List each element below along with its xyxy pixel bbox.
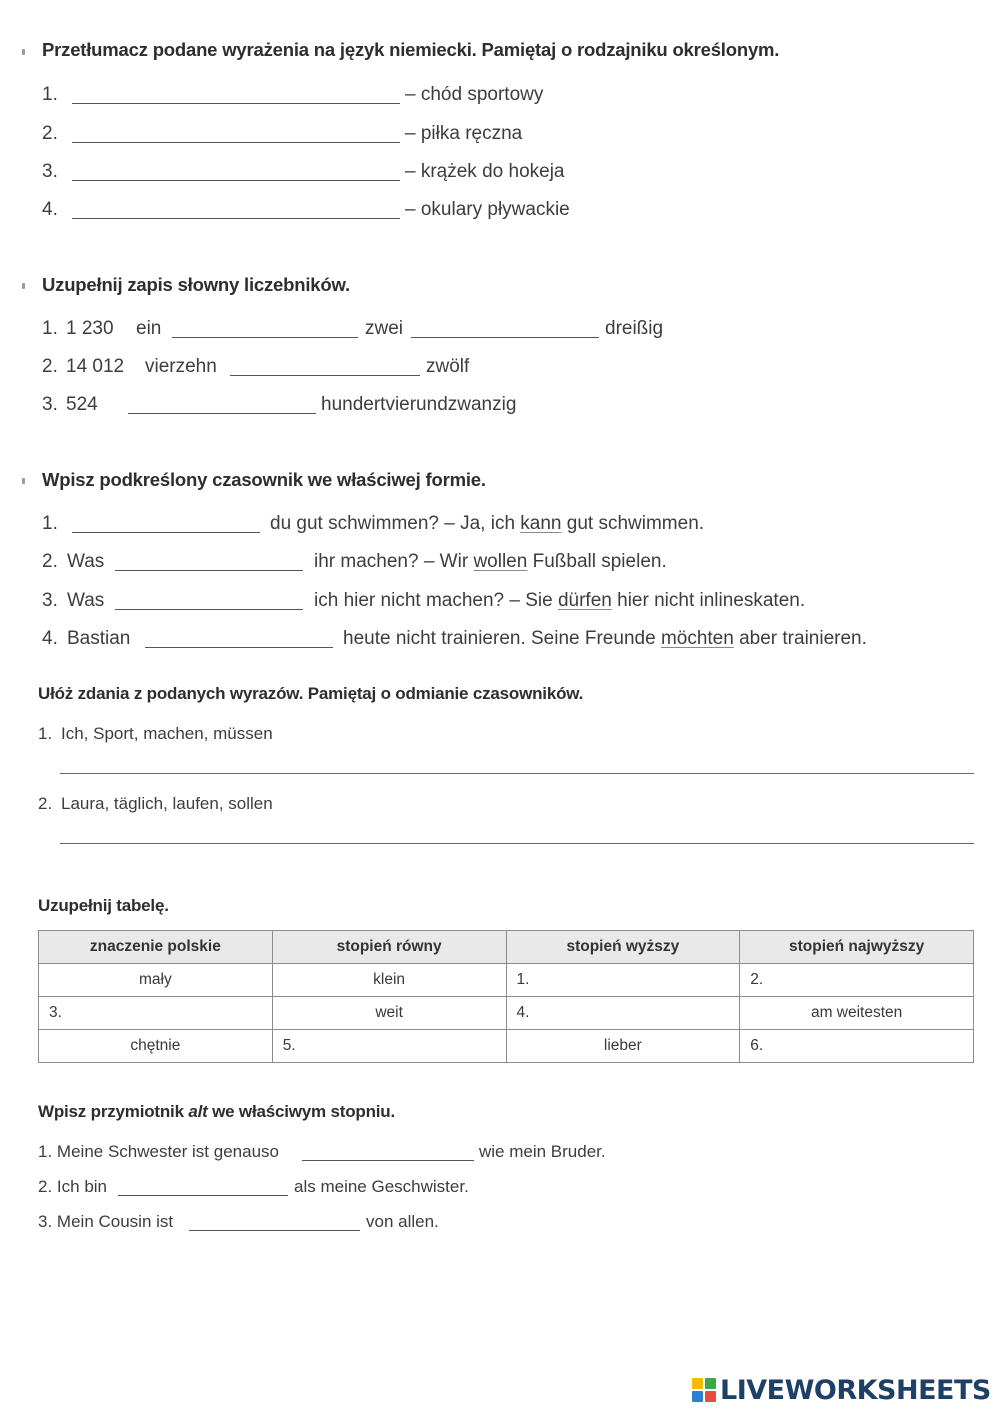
- number-word: vierzehn: [145, 356, 217, 377]
- word-list: Ich, Sport, machen, müssen: [61, 724, 273, 743]
- comparison-table: [38, 930, 974, 1063]
- sentence-part: ich hier nicht machen? – Sie: [314, 590, 558, 611]
- answer-field-2-1b[interactable]: [411, 314, 599, 338]
- answer-field-3-1[interactable]: [72, 509, 260, 533]
- table-header-row: [39, 931, 974, 964]
- liveworksheets-logo: [692, 1375, 991, 1405]
- section1-title: Przetłumacz podane wyrażenia na język niemiecki. Pamiętaj o rodzajniku określonym.: [42, 39, 780, 60]
- item-number: 4.: [42, 199, 58, 220]
- section2-item-3: [42, 394, 742, 420]
- sentence-lead: Was: [67, 590, 105, 611]
- table-row: [39, 997, 974, 1030]
- item-number: 2.: [42, 356, 58, 377]
- table-answer-cell[interactable]: 3.: [39, 997, 273, 1030]
- section5-title: Uzupełnij tabelę.: [38, 896, 169, 915]
- logo-square: [705, 1378, 716, 1389]
- underlined-verb: möchten: [660, 628, 734, 649]
- section-bullet: [22, 49, 25, 55]
- answer-field-1-4[interactable]: [72, 195, 400, 219]
- sentence-text: [270, 513, 704, 535]
- logo-square: [692, 1378, 703, 1389]
- item-number: 3.: [38, 1212, 53, 1231]
- sentence-text: [314, 590, 805, 612]
- table-header: stopień wyższy: [506, 931, 740, 964]
- item-number: 2.: [38, 1177, 53, 1196]
- given-number: 1 230: [66, 318, 114, 339]
- table-answer-cell[interactable]: 1.: [506, 964, 740, 997]
- table-cell: mały: [39, 964, 273, 997]
- section4-item-1: [38, 724, 638, 746]
- table-row: [39, 964, 974, 997]
- section4-title: Ułóż zdania z podanych wyrazów. Pamiętaj o odmianie czasowników.: [38, 684, 584, 703]
- section3-title: Wpisz podkreślony czasownik we właściwej formie.: [42, 469, 486, 490]
- section-bullet: [22, 478, 25, 484]
- table-header: stopień najwyższy: [740, 931, 974, 964]
- logo-text: LIVEWORKSHEETS: [720, 1374, 991, 1406]
- sentence-lead: Was: [67, 551, 105, 572]
- item-number: 3.: [42, 161, 58, 182]
- word-list: Laura, täglich, laufen, sollen: [61, 794, 273, 813]
- title-part: we właściwym stopniu.: [207, 1102, 395, 1121]
- section3-item-4: [42, 628, 982, 654]
- sentence-before: [38, 1142, 279, 1162]
- table-answer-cell[interactable]: 2.: [740, 964, 974, 997]
- answer-field-1-2[interactable]: [72, 119, 400, 143]
- section6-item-3: [38, 1212, 738, 1234]
- item-number: 3.: [42, 394, 58, 415]
- item-number: 2.: [38, 794, 53, 813]
- sentence-after: wie mein Bruder.: [479, 1142, 606, 1161]
- sentence-part: gut schwimmen.: [561, 513, 705, 534]
- answer-field-6-3[interactable]: [189, 1209, 360, 1231]
- answer-field-6-2[interactable]: [118, 1174, 288, 1196]
- item-number: 1.: [42, 513, 58, 534]
- item-number: 3.: [42, 590, 58, 611]
- item-text: – krążek do hokeja: [405, 161, 565, 182]
- table-header: znaczenie polskie: [39, 931, 273, 964]
- sentence-part: aber trainieren.: [733, 628, 867, 649]
- table-cell: klein: [272, 964, 506, 997]
- item-number: 1.: [42, 84, 58, 105]
- number-word: ein: [136, 318, 162, 339]
- table-cell: weit: [272, 997, 506, 1030]
- item-text: – piłka ręczna: [405, 123, 523, 144]
- sentence-part: heute nicht trainieren. Seine Freunde: [343, 628, 661, 649]
- underlined-verb: dürfen: [557, 590, 612, 611]
- item-number: 1.: [38, 724, 53, 743]
- underlined-verb: wollen: [473, 551, 528, 572]
- item-text: – chód sportowy: [405, 84, 544, 105]
- number-word: hundertvierundzwanzig: [321, 394, 517, 415]
- section6-item-1: [38, 1142, 738, 1164]
- table-header: stopień równy: [272, 931, 506, 964]
- section3-item-2: [42, 551, 942, 577]
- number-word: zwölf: [426, 356, 470, 377]
- answer-field-2-3[interactable]: [128, 390, 316, 414]
- logo-square: [705, 1391, 716, 1402]
- table-answer-cell[interactable]: 5.: [272, 1030, 506, 1063]
- answer-field-3-3[interactable]: [115, 586, 303, 610]
- number-word: dreißig: [605, 318, 664, 339]
- answer-field-1-3[interactable]: [72, 157, 400, 181]
- sentence-answer-line-2[interactable]: [60, 816, 974, 844]
- section-bullet: [22, 283, 25, 289]
- item-number: 2.: [42, 551, 58, 572]
- given-number: 14 012: [66, 356, 125, 377]
- sentence-text: [314, 551, 667, 573]
- table-cell: am weitesten: [740, 997, 974, 1030]
- section1-item-3: [42, 161, 642, 187]
- section6-item-2: [38, 1177, 738, 1199]
- sentence-part: Fußball spielen.: [527, 551, 667, 572]
- section1-item-2: [42, 123, 642, 149]
- section2-title: Uzupełnij zapis słowny liczebników.: [42, 274, 350, 295]
- answer-field-1-1[interactable]: [72, 80, 400, 104]
- section2-item-2: [42, 356, 742, 382]
- sentence-part: du gut schwimmen? – Ja, ich: [270, 513, 521, 534]
- logo-squares-icon: [692, 1378, 716, 1402]
- sentence-before: [38, 1177, 107, 1197]
- answer-field-3-2[interactable]: [115, 547, 303, 571]
- section3-item-1: [42, 513, 942, 539]
- section1-item-1: [42, 84, 642, 110]
- item-text: – okulary pływackie: [405, 199, 570, 220]
- table-row: [39, 1030, 974, 1063]
- table-cell: chętnie: [39, 1030, 273, 1063]
- sentence-part: Ich bin: [56, 1177, 108, 1196]
- section4-item-2: [38, 794, 638, 816]
- answer-field-2-1a[interactable]: [172, 314, 358, 338]
- sentence-part: Mein Cousin ist: [56, 1212, 174, 1231]
- number-word: zwei: [365, 318, 404, 339]
- underlined-verb: kann: [520, 513, 562, 534]
- section1-item-4: [42, 199, 642, 225]
- section6-title: [38, 1102, 395, 1122]
- item-number: 2.: [42, 123, 58, 144]
- title-part: Wpisz przymiotnik: [38, 1102, 189, 1121]
- given-number: 524: [66, 394, 98, 415]
- item-number: 1.: [42, 318, 58, 339]
- sentence-text: [343, 628, 867, 650]
- answer-field-6-1[interactable]: [302, 1139, 474, 1161]
- sentence-after: von allen.: [366, 1212, 439, 1231]
- logo-square: [692, 1391, 703, 1402]
- sentence-lead: Bastian: [67, 628, 131, 649]
- section2-item-1: [42, 318, 742, 344]
- answer-field-2-2[interactable]: [230, 352, 420, 376]
- table-answer-cell[interactable]: 6.: [740, 1030, 974, 1063]
- sentence-before: [38, 1212, 173, 1232]
- sentence-part: hier nicht inlineskaten.: [611, 590, 806, 611]
- sentence-part: Meine Schwester ist genauso: [56, 1142, 279, 1161]
- table-answer-cell[interactable]: 4.: [506, 997, 740, 1030]
- section3-item-3: [42, 590, 942, 616]
- item-number: 1.: [38, 1142, 53, 1161]
- table-cell: lieber: [506, 1030, 740, 1063]
- answer-field-3-4[interactable]: [145, 624, 333, 648]
- sentence-after: als meine Geschwister.: [294, 1177, 469, 1196]
- sentence-answer-line-1[interactable]: [60, 746, 974, 774]
- sentence-part: ihr machen? – Wir: [314, 551, 474, 572]
- item-number: 4.: [42, 628, 58, 649]
- title-adjective: alt: [188, 1102, 208, 1121]
